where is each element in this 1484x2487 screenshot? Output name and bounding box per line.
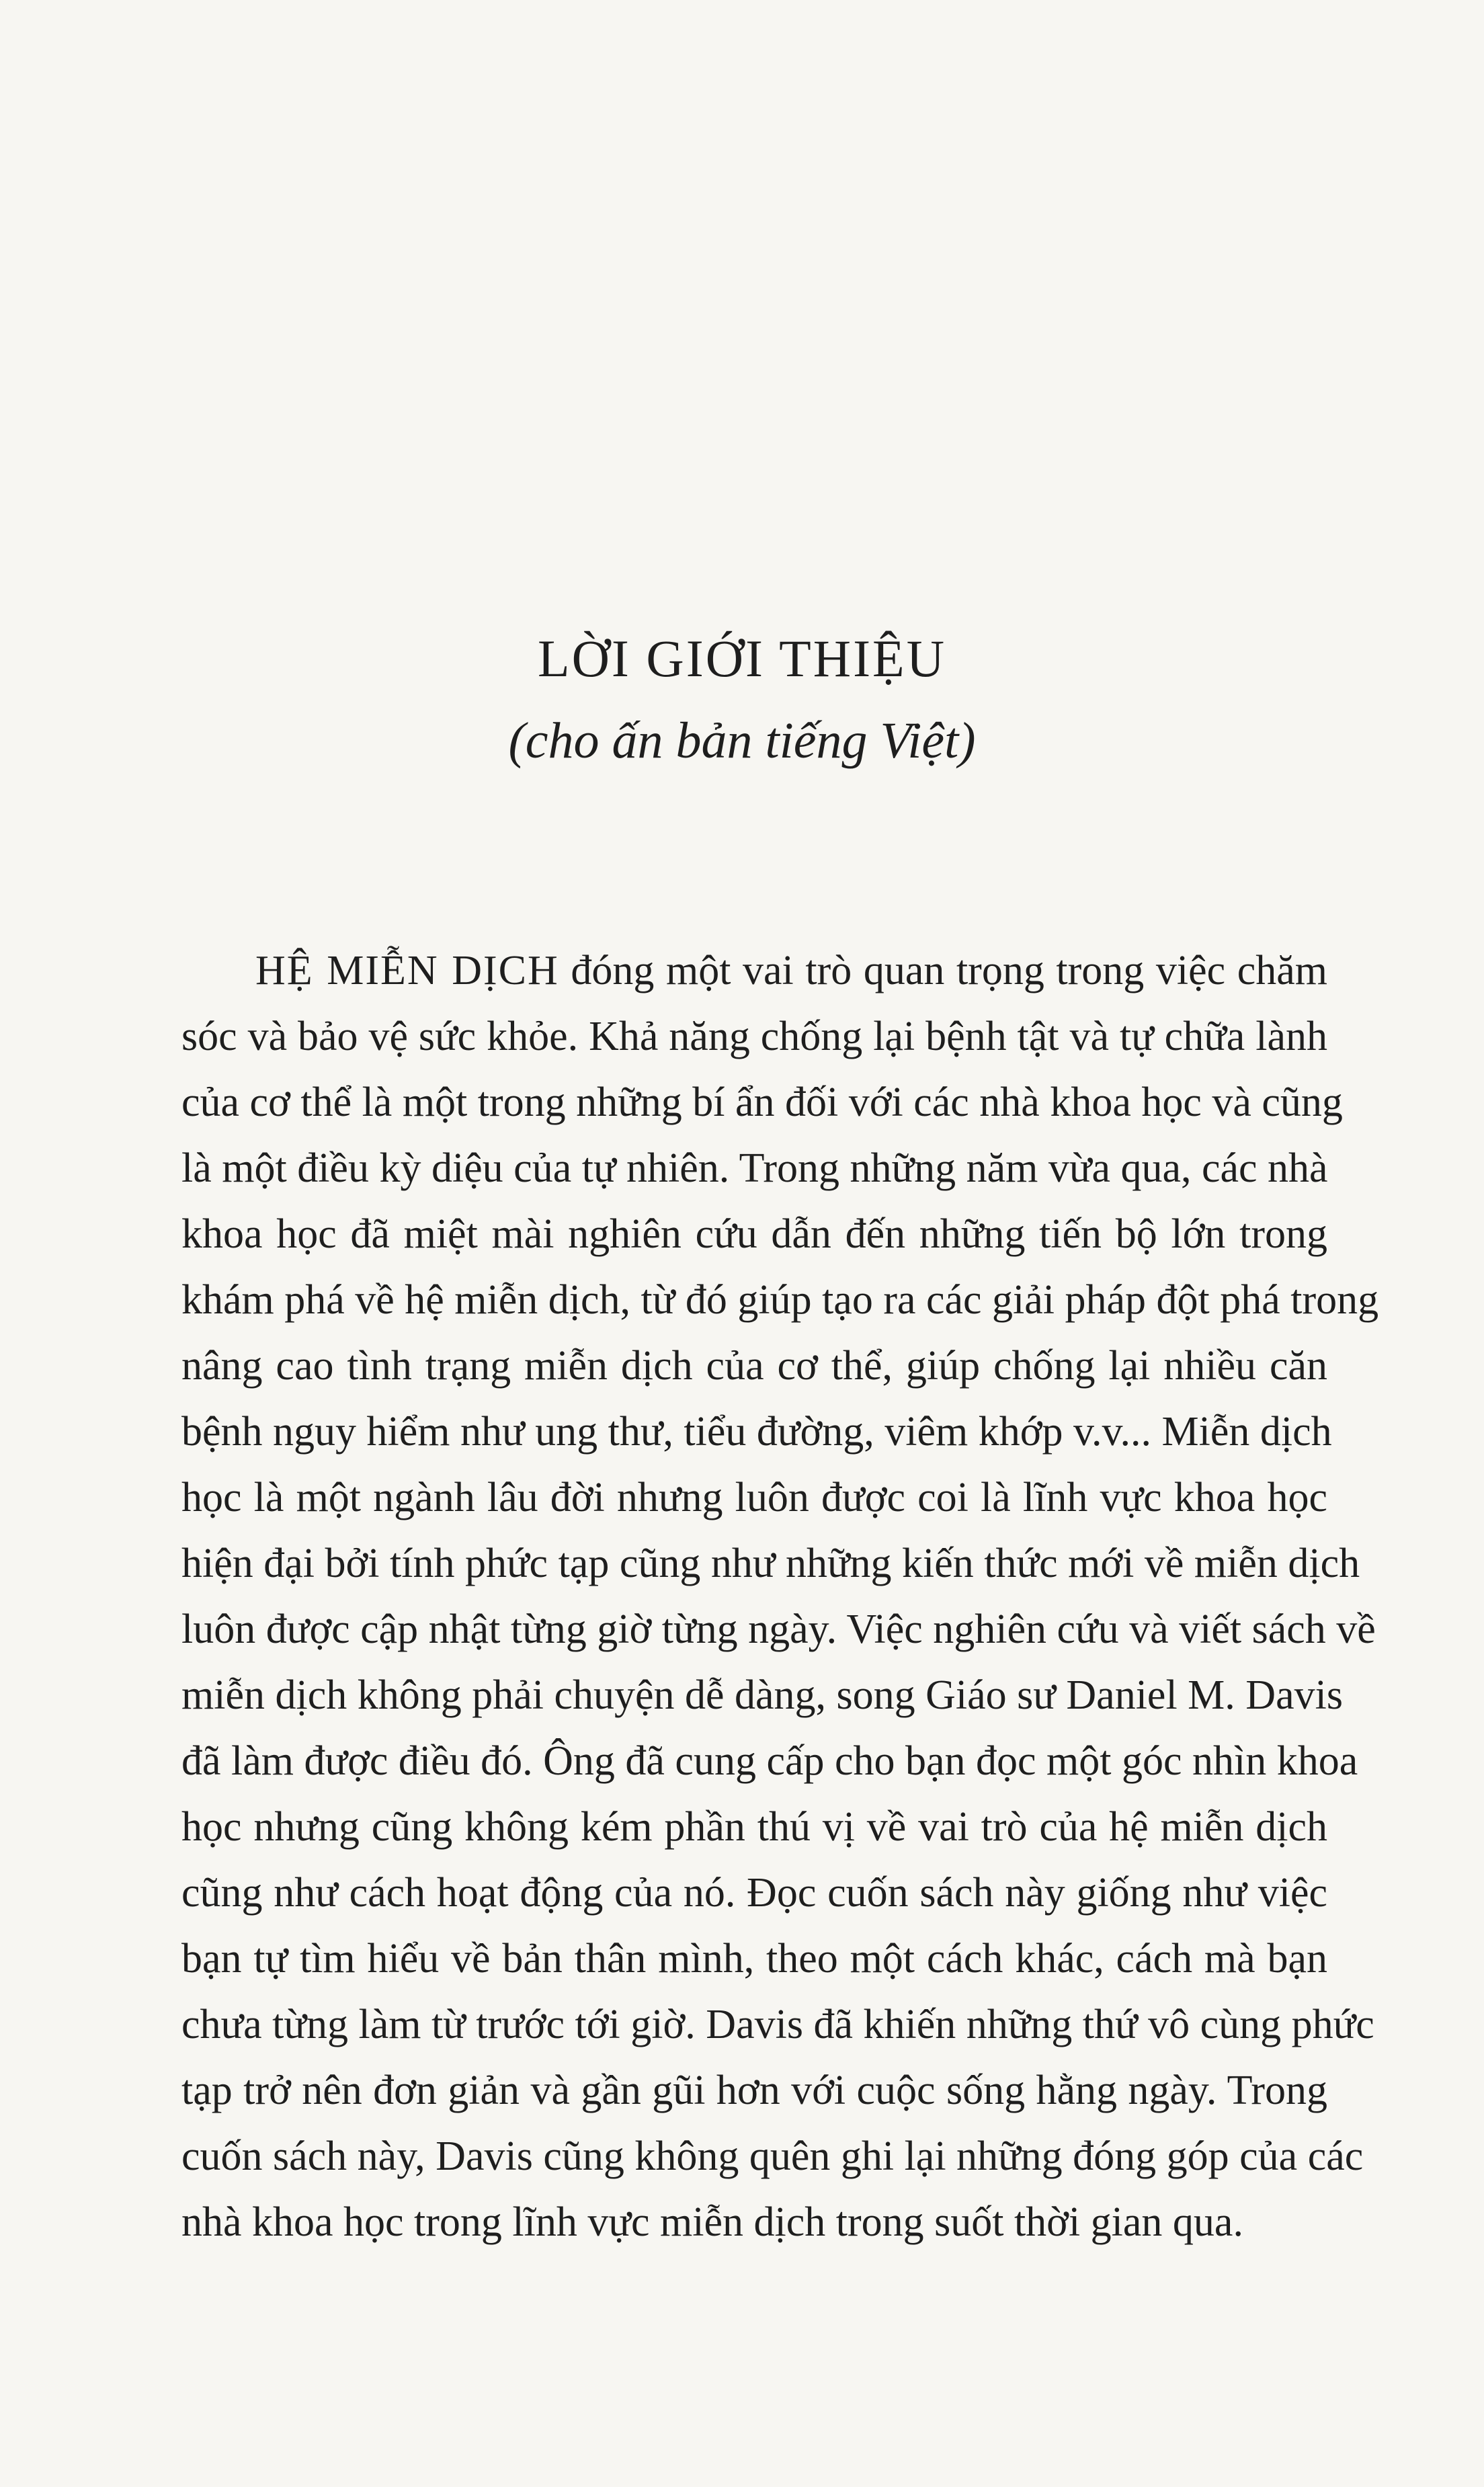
paragraph-line: luôn được cập nhật từng giờ từng ngày. Việc nghiên cứu và viết sách về [181, 1606, 1376, 1652]
page-subtitle: (cho ấn bản tiếng Việt) [508, 712, 976, 769]
paragraph-line: nâng cao tình trạng miễn dịch của cơ thể, giúp chống lại nhiều căn [181, 1343, 1327, 1389]
paragraph-line: học là một ngành lâu đời nhưng luôn được coi là lĩnh vực khoa học [181, 1475, 1327, 1520]
heading-block [0, 625, 1484, 774]
paragraph-line: là một điều kỳ diệu của tự nhiên. Trong những năm vừa qua, các nhà [181, 1145, 1328, 1191]
paragraph-line: sóc và bảo vệ sức khỏe. Khả năng chống lại bệnh tật và tự chữa lành [181, 1014, 1327, 1059]
paragraph-line [181, 938, 1327, 1004]
paragraph-line: bệnh nguy hiểm như ung thư, tiểu đường, viêm khớp v.v... Miễn dịch [181, 1409, 1332, 1455]
paragraph-line: khám phá về hệ miễn dịch, từ đó giúp tạo ra các giải pháp đột phá trong [181, 1277, 1379, 1323]
paragraph-line: hiện đại bởi tính phức tạp cũng như những kiến thức mới về miễn dịch [181, 1541, 1360, 1586]
paragraph-line-text: đóng một vai trò quan trọng trong việc chăm [559, 948, 1327, 993]
paragraph-line: học nhưng cũng không kém phần thú vị về vai trò của hệ miễn dịch [181, 1804, 1327, 1850]
paragraph-line: tạp trở nên đơn giản và gần gũi hơn với cuộc sống hằng ngày. Trong [181, 2068, 1327, 2113]
paragraph-line: cũng như cách hoạt động của nó. Đọc cuốn sách này giống như việc [181, 1870, 1327, 1916]
paragraph-line: miễn dịch không phải chuyện dễ dàng, song Giáo sư Daniel M. Davis [181, 1672, 1343, 1718]
body-paragraph [181, 938, 1379, 2255]
paragraph-line: của cơ thể là một trong những bí ẩn đối với các nhà khoa học và cũng [181, 1079, 1343, 1125]
paragraph-line: khoa học đã miệt mài nghiên cứu dẫn đến những tiến bộ lớn trong [181, 1211, 1327, 1257]
page-title: LỜI GIỚI THIỆU [537, 629, 947, 688]
paragraph-line: nhà khoa học trong lĩnh vực miễn dịch trong suốt thời gian qua. [181, 2199, 1243, 2245]
paragraph-line: bạn tự tìm hiểu về bản thân mình, theo một cách khác, cách mà bạn [181, 1936, 1327, 1982]
paragraph-line: cuốn sách này, Davis cũng không quên ghi lại những đóng góp của các [181, 2133, 1364, 2179]
paragraph-line: đã làm được điều đó. Ông đã cung cấp cho bạn đọc một góc nhìn khoa [181, 1738, 1358, 1784]
paragraph-line: chưa từng làm từ trước tới giờ. Davis đã khiến những thứ vô cùng phức [181, 2002, 1374, 2047]
paragraph-lead: HỆ MIỄN DỊCH [255, 948, 559, 993]
